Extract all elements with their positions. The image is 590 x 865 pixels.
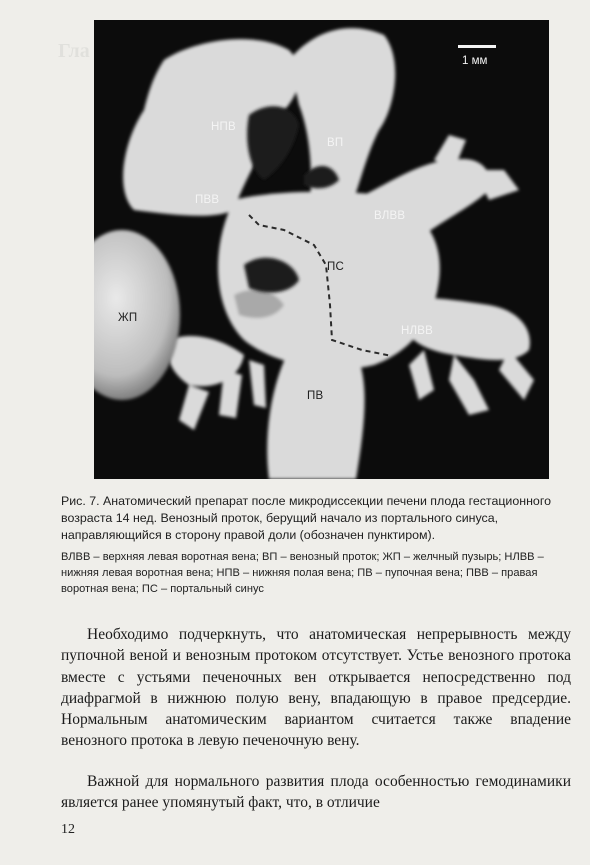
show-through-title: Гла bbox=[58, 40, 90, 62]
page-number: 12 bbox=[61, 822, 75, 837]
paragraph-2: Важной для нормального развития плода особенностью гемодинамики является ранее упомянутый факт, что, в отличие bbox=[61, 773, 571, 812]
specimen-drawing bbox=[94, 20, 549, 479]
label-pvv: ПВВ bbox=[195, 194, 220, 206]
label-vlvv: ВЛВВ bbox=[374, 210, 406, 222]
label-ps: ПС bbox=[327, 261, 344, 273]
scale-bar bbox=[458, 45, 496, 48]
label-pv: ПВ bbox=[307, 390, 324, 402]
label-zhp: ЖП bbox=[118, 312, 138, 324]
scale-label: 1 мм bbox=[462, 55, 488, 67]
specimen-photo bbox=[94, 20, 549, 479]
label-npv: НПВ bbox=[211, 121, 236, 133]
label-vp: ВП bbox=[327, 137, 344, 149]
figure-caption: Рис. 7. Анатомический препарат после микродиссекции печени плода гестационного возраста 14 нед. Венозный проток, берущий начало из портального синуса, направляющийся в сторону правой доли (обозначен пунктиром). bbox=[61, 494, 551, 542]
figure-legend: ВЛВВ – верхняя левая воротная вена; ВП – венозный проток; ЖП – желчный пузырь; НЛВВ – нижняя левая воротная вена; НПВ – нижняя полая вена; ПВ – пупочная вена; ПВВ – правая воротная вена; ПС – портальный синус bbox=[61, 551, 544, 595]
label-nlvv: НЛВВ bbox=[401, 325, 433, 337]
paragraph-1: Необходимо подчеркнуть, что анатомическая непрерывность между пупочной веной и венозным протоком отсутствует. Устье венозного протока вместе с устьями печеночных вен открывается непосредственно под диафрагмой в нижнюю полую вену, впадающую в правое предсердие. Нормальным анатомическим вариантом считается также впадение венозного протока в левую печеночную вену. bbox=[61, 626, 571, 750]
